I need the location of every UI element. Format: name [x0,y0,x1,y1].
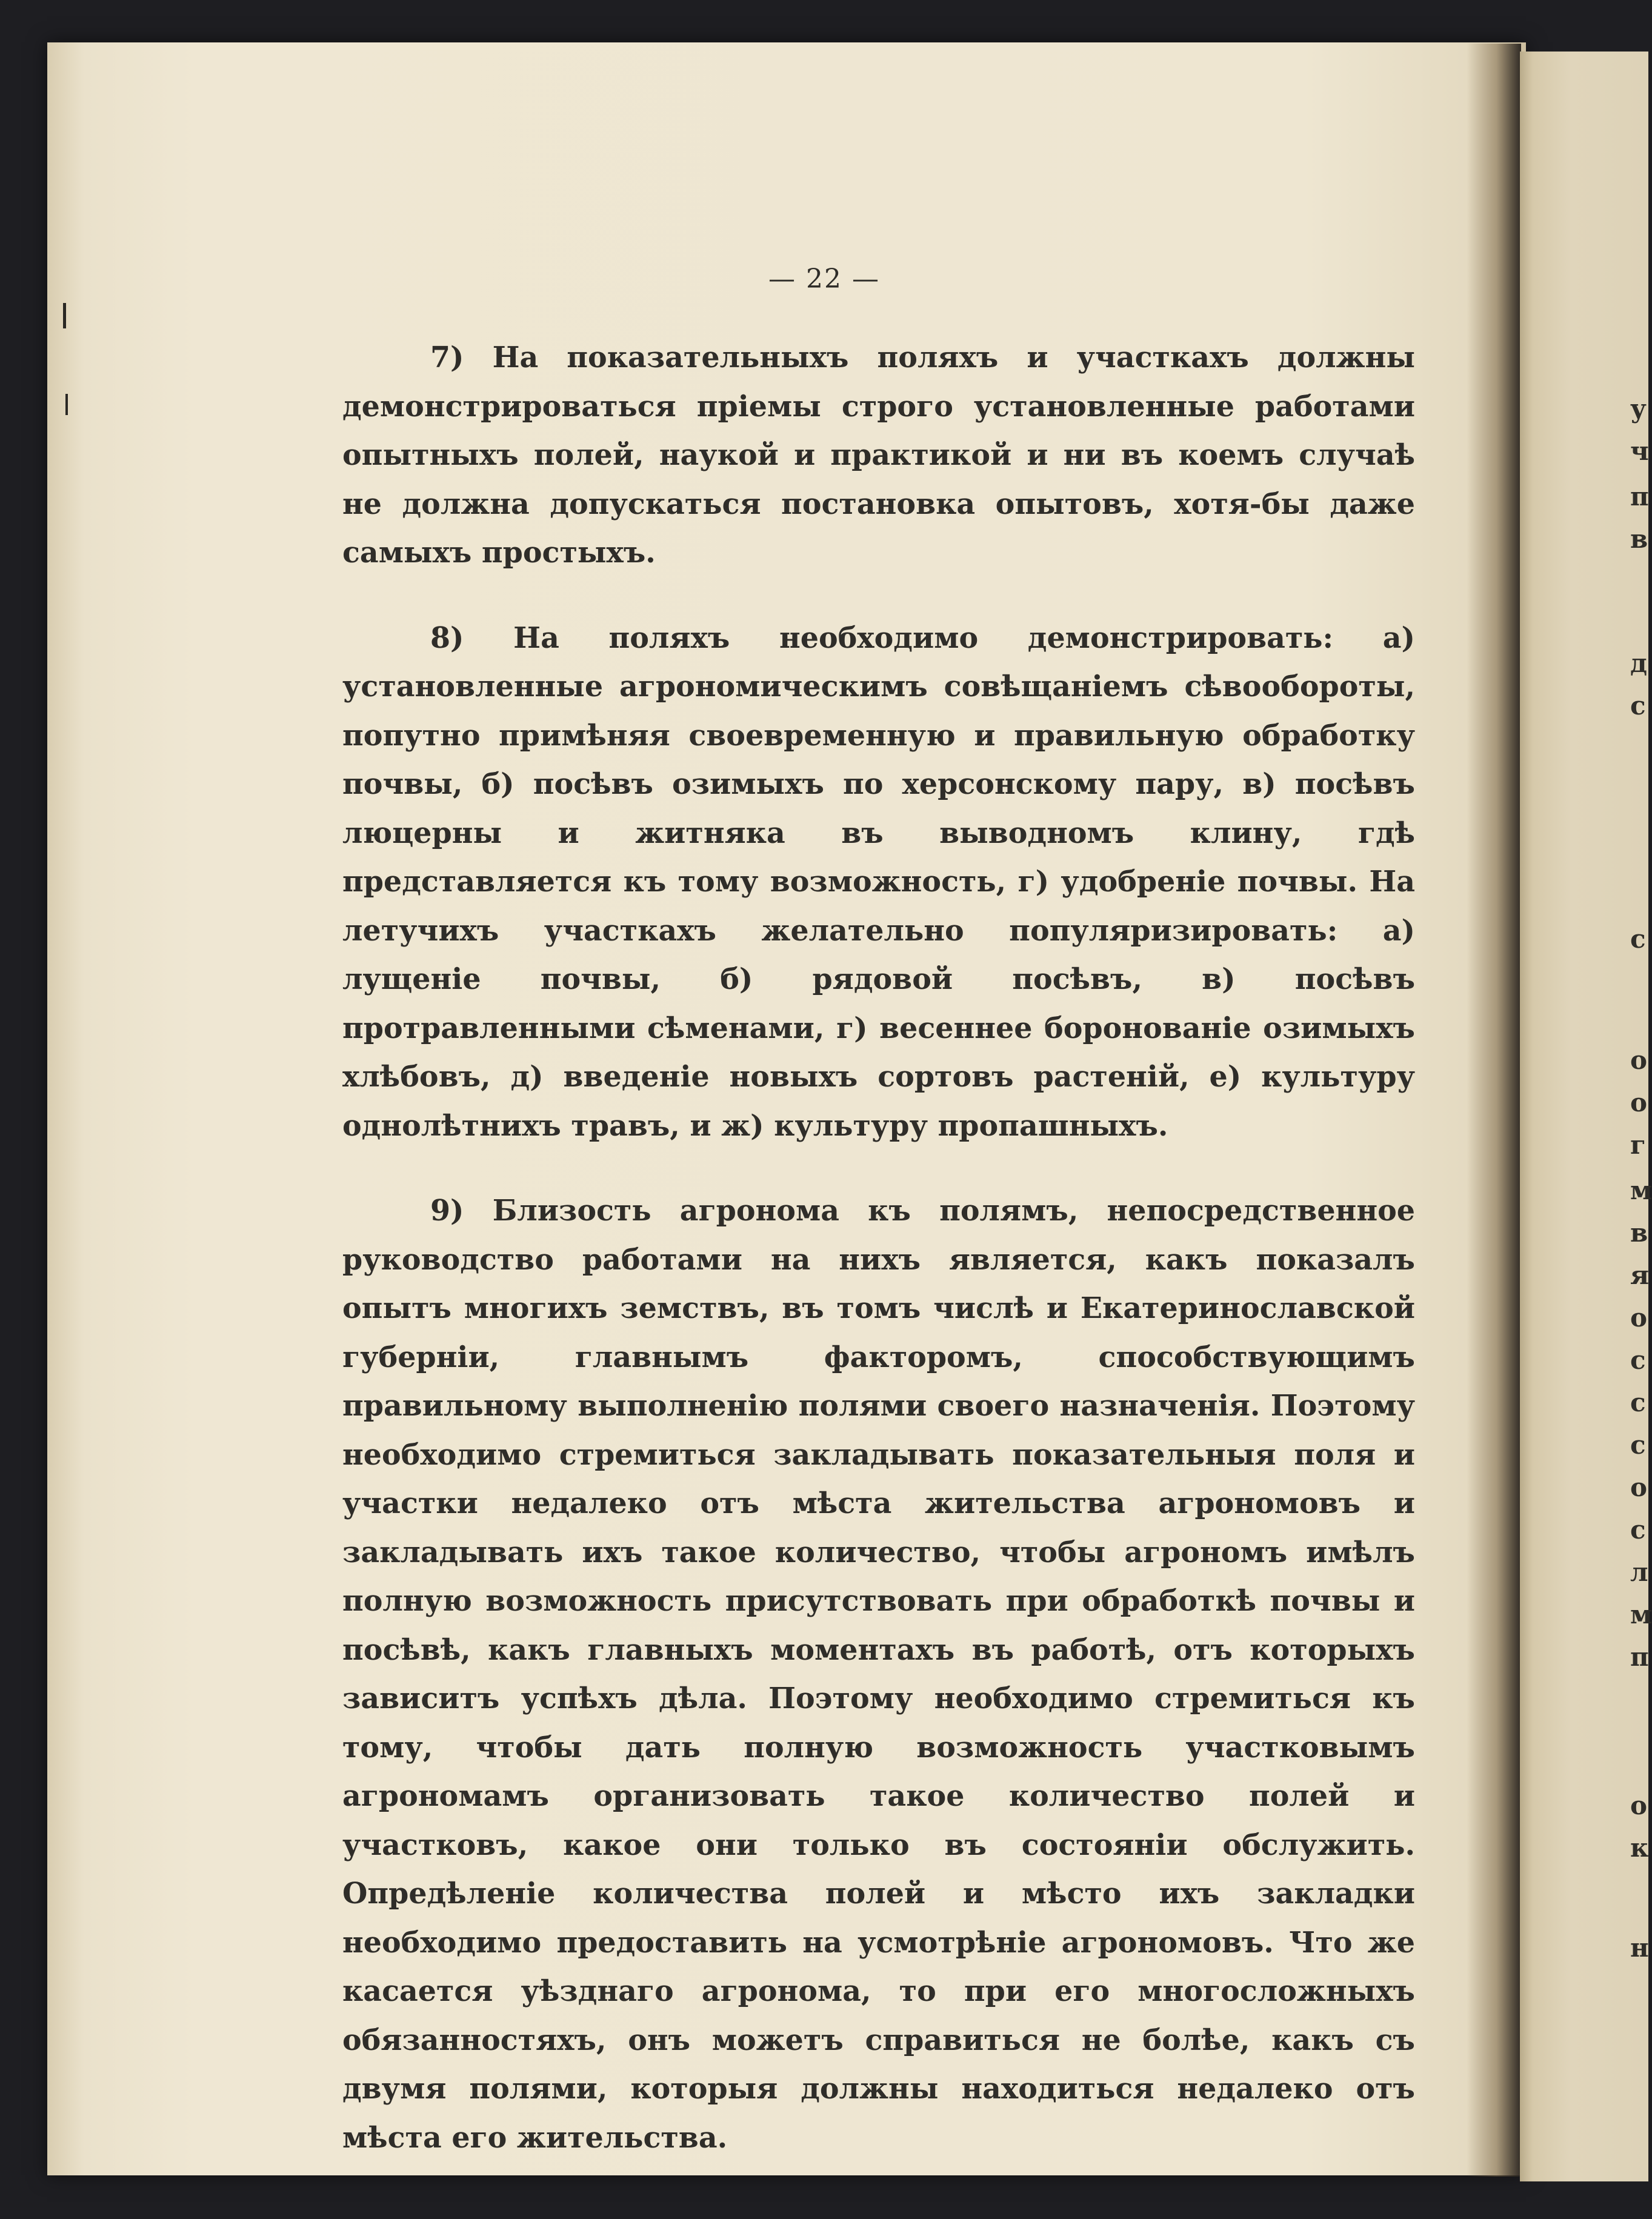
page-body [342,333,1415,2162]
edge-letter: у [1630,394,1647,424]
edge-letter: п [1630,482,1649,511]
edge-letter: с [1630,1515,1646,1545]
paragraph-7: 7) На показательныхъ поляхъ и участкахъ должны демонстрироваться пріемы строго установленные работами опытныхъ полей, наукой и практикой и ни въ коемъ случаѣ не должна допускаться постановка опытовъ, хотя-бы даже самыхъ простыхъ. [342,341,1415,570]
paragraph-9: 9) Близость агронома къ полямъ, непосредственное руководство работами на нихъ является, какъ показалъ опытъ многихъ земствъ, въ томъ числѣ и Екатеринославской губерніи, главнымъ факторомъ, способствующимъ правильному выполненію полями своего назначенія. Поэтому необходимо стремиться закладывать показательныя поля и участки недалеко отъ мѣста жительства агрономовъ и закладывать ихъ такое количество, чтобы агрономъ имѣлъ полную возможность присутствовать при обработкѣ почвы и посѣвѣ, какъ главныхъ моментахъ въ работѣ, отъ которыхъ зависитъ успѣхъ дѣла. Поэтому необходимо стремиться къ тому, чтобы дать полную возможность участковымъ агрономамъ организовать такое количество полей и участковъ, какое они только въ состояніи обслужить. Опредѣленіе количества полей и мѣсто ихъ закладки необходимо предоставить на усмотрѣніе агрономовъ. Что же касается уѣзднаго агронома, то при его многосложныхъ обязанностяхъ, онъ можетъ справиться не болѣе, какъ съ двумя полями, которыя должны находиться недалеко отъ мѣста его жительства. [342,1194,1415,2155]
edge-letter: г [1630,1130,1646,1160]
paragraph-8: 8) На поляхъ необходимо демонстрировать: а) установленные агрономическимъ совѣщаніемъ сѣвообороты, попутно примѣняя своевременную и правильную обработку почвы, б) посѣвъ озимыхъ по херсонскому пару, в) посѣвъ люцерны и житняка въ выводномъ клину, гдѣ представляется къ тому возможность, г) удобреніе почвы. На летучихъ участкахъ желательно популяризировать: а) лущеніе почвы, б) рядовой посѣвъ, в) посѣвъ протравленными сѣменами, г) весеннее боронованіе озимыхъ хлѣбовъ, д) введеніе новыхъ сортовъ растеній, е) культуру однолѣтнихъ травъ, и ж) культуру пропашныхъ. [342,620,1415,1143]
book-gutter [1467,44,1521,2177]
edge-letter: о [1630,1791,1648,1820]
edge-letter: л [1630,1557,1648,1587]
edge-letter: м [1630,1600,1652,1629]
edge-letter: о [1630,1472,1648,1502]
edge-letter: с [1630,924,1646,954]
edge-letter: в [1630,524,1648,554]
edge-letter: с [1630,691,1646,720]
edge-letter: с [1630,1388,1646,1417]
margin-mark [63,303,66,328]
edge-letter: н [1630,1933,1649,1963]
edge-letter: с [1630,1345,1646,1375]
edge-letter: о [1630,1045,1648,1075]
margin-mark [65,394,68,415]
edge-letter: к [1630,1833,1649,1863]
edge-letter: п [1630,1642,1649,1672]
page-number: — 22 — [768,264,880,294]
edge-letter: м [1630,1176,1652,1205]
edge-letter: д [1630,648,1647,678]
edge-letter: в [1630,1218,1648,1248]
edge-letter: о [1630,1303,1648,1332]
edge-letter: о [1630,1088,1648,1117]
next-page-edge [1520,52,1648,2181]
edge-letter: с [1630,1430,1646,1460]
edge-letter: я [1630,1260,1650,1290]
edge-letter: ч [1630,436,1649,466]
